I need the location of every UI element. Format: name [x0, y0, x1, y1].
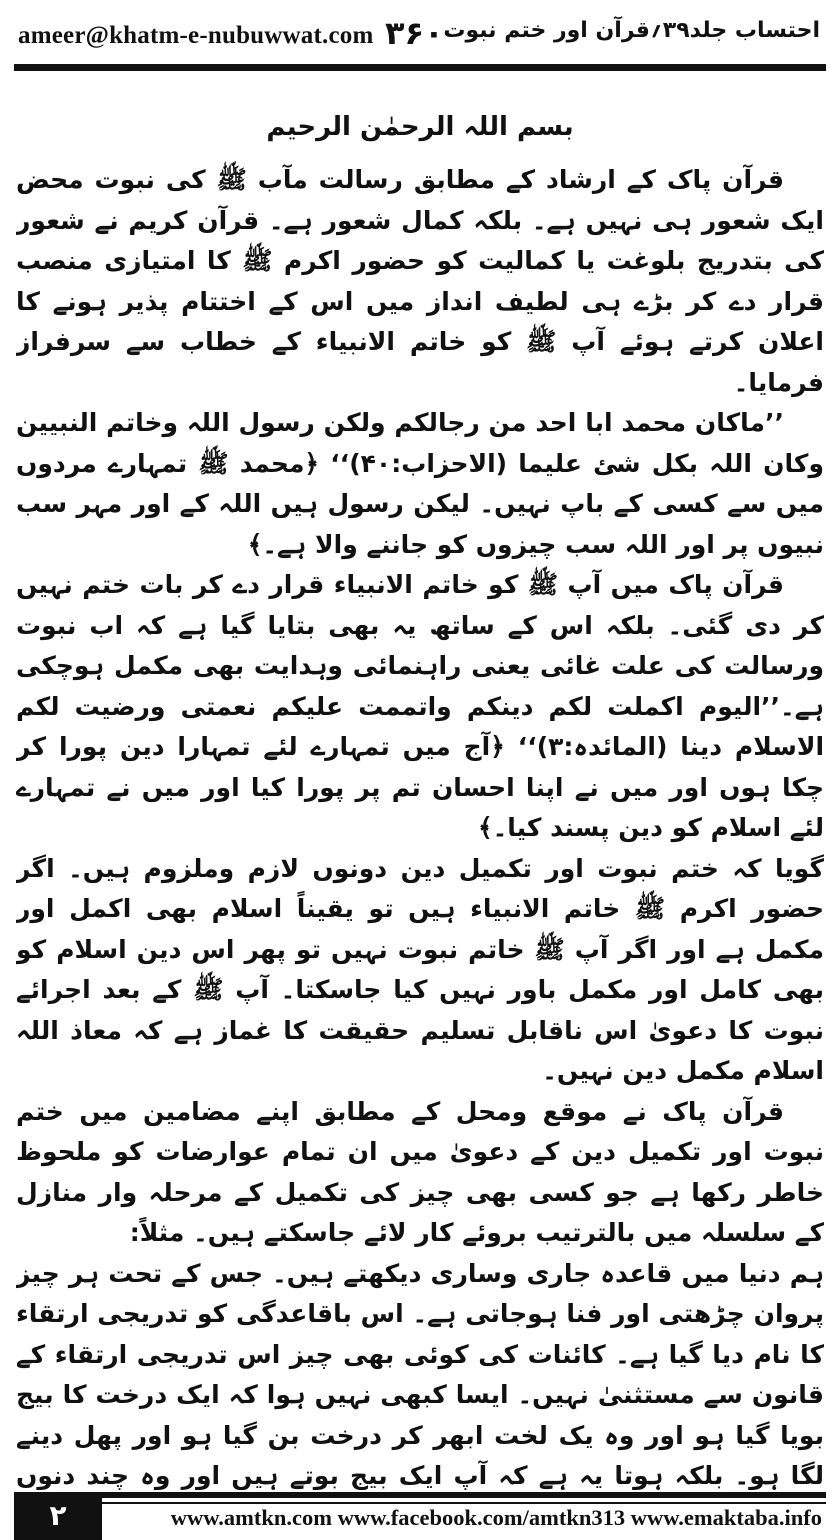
- paragraph-3: قرآن پاک میں آپ ﷺ کو خاتم الانبیاء قرار دے کر بات ختم نہیں کر دی گئی۔ بلکہ اس کے ساتھ یہ بھی بتایا گیا ہے کہ اب نبوت ورسالت کی علت غائی یعنی راہنمائی وہدایت بھی مکمل ہوچکی ہے۔’’الیوم اکملت لکم دینکم واتممت علیکم نعمتی ورضیت لکم الاسلام دینا (المائدہ:۳)‘‘ ﴿آج میں تمہارے لئے تمہارا دین پورا کر چکا ہوں اور میں نے اپنا احسان تم پر پورا کیا اور میں نے تمہارے لئے اسلام کو دین پسند کیا۔﴾: [16, 570, 824, 842]
- footer-page-number: ۲: [14, 1492, 102, 1540]
- footer-rule-thick: [14, 1492, 826, 1498]
- footer-rule-thin: [14, 1502, 826, 1504]
- header-email: ameer@khatm-e-nubuwwat.com: [18, 22, 374, 49]
- paragraph-1: قرآن پاک کے ارشاد کے مطابق رسالت مآب ﷺ کی نبوت محض ایک شعور ہی نہیں ہے۔ بلکہ کمال شعور ہے۔ قرآن کریم نے شعور کی بتدریج بلوغت یا کمالیت کو حضور اکرم ﷺ کا امتیازی منصب قرار دے کر بڑے ہی لطیف انداز میں اس کے اختتام پذیر ہونے کا اعلان کرتے ہوئے آپ ﷺ کو خاتم الانبیاء کے خطاب سے سرفراز فرمایا۔: [16, 165, 824, 397]
- paragraph-4: گویا کہ ختم نبوت اور تکمیل دین دونوں لازم وملزوم ہیں۔ اگر حضور اکرم ﷺ خاتم الانبیاء ہیں تو یقیناً اسلام بھی اکمل اور مکمل ہے اور اگر آپ ﷺ خاتم نبوت نہیں تو پھر اس دین اسلام کو بھی کامل اور مکمل باور نہیں کیا جاسکتا۔ آپ ﷺ کے بعد اجرائے نبوت کا دعویٰ اس ناقابل تسلیم حقیقت کا غماز ہے کہ معاذ اللہ اسلام مکمل دین نہیں۔: [16, 853, 824, 1085]
- header-page-number: ۳۶۰: [385, 14, 444, 52]
- header-series-title: احتساب جلد۳۹؍قرآن اور ختم نبوت: [443, 18, 820, 43]
- page-header: [0, 0, 840, 70]
- paragraph-6: ہم دنیا میں قاعدہ جاری وساری دیکھتے ہیں۔ جس کے تحت ہر چیز پروان چڑھتی اور فنا ہوجاتی ہے۔ اس باقاعدگی کو تدریجی ارتقاء کا نام دیا گیا ہے۔ کائنات کی کوئی بھی چیز اس تدریجی ارتقاء کے قانون سے مستثنیٰ نہیں۔ ایسا کبھی نہیں ہوا کہ ایک درخت کا بیج بویا گیا ہو اور وہ یک لخت ابھر کر درخت بن گیا ہو اور پھل دینے لگا ہو۔ بلکہ ہوتا یہ ہے کہ آپ ایک بیج بوتے ہیں اور وہ چند دنوں: [16, 1258, 824, 1490]
- paragraph-2-quran-verse: ’’ماکان محمد ابا احد من رجالکم ولکن رسول اللہ وخاتم النبیین وکان اللہ بکل شئ علیما (الاحزاب:۴۰)‘‘ ﴿محمد ﷺ تمہارے مردوں میں سے کسی کے باپ نہیں۔ لیکن رسول ہیں اللہ کے اور مہر سب نبیوں پر اور اللہ سب چیزوں کو جاننے والا ہے۔﴾: [16, 408, 824, 559]
- footer-links: www.amtkn.com www.facebook.com/amtkn313 www.emaktaba.info: [170, 1505, 822, 1530]
- paragraph-5: قرآن پاک نے موقع ومحل کے مطابق اپنے مضامین میں ختم نبوت اور تکمیل دین کے دعویٰ میں ان تمام عوارضات کو ملحوظ خاطر رکھا ہے جو کسی بھی چیز کی تکمیل کے مرحلہ وار منازل کے سلسلہ میں بالترتیب بروئے کار لائے جاسکتے ہیں۔ مثلاً:: [16, 1096, 824, 1247]
- page-footer: [0, 1492, 840, 1540]
- page-body: [16, 160, 824, 1490]
- header-rule: [14, 64, 826, 71]
- bismillah-heading: بسم اللہ الرحمٰن الرحیم: [266, 112, 574, 142]
